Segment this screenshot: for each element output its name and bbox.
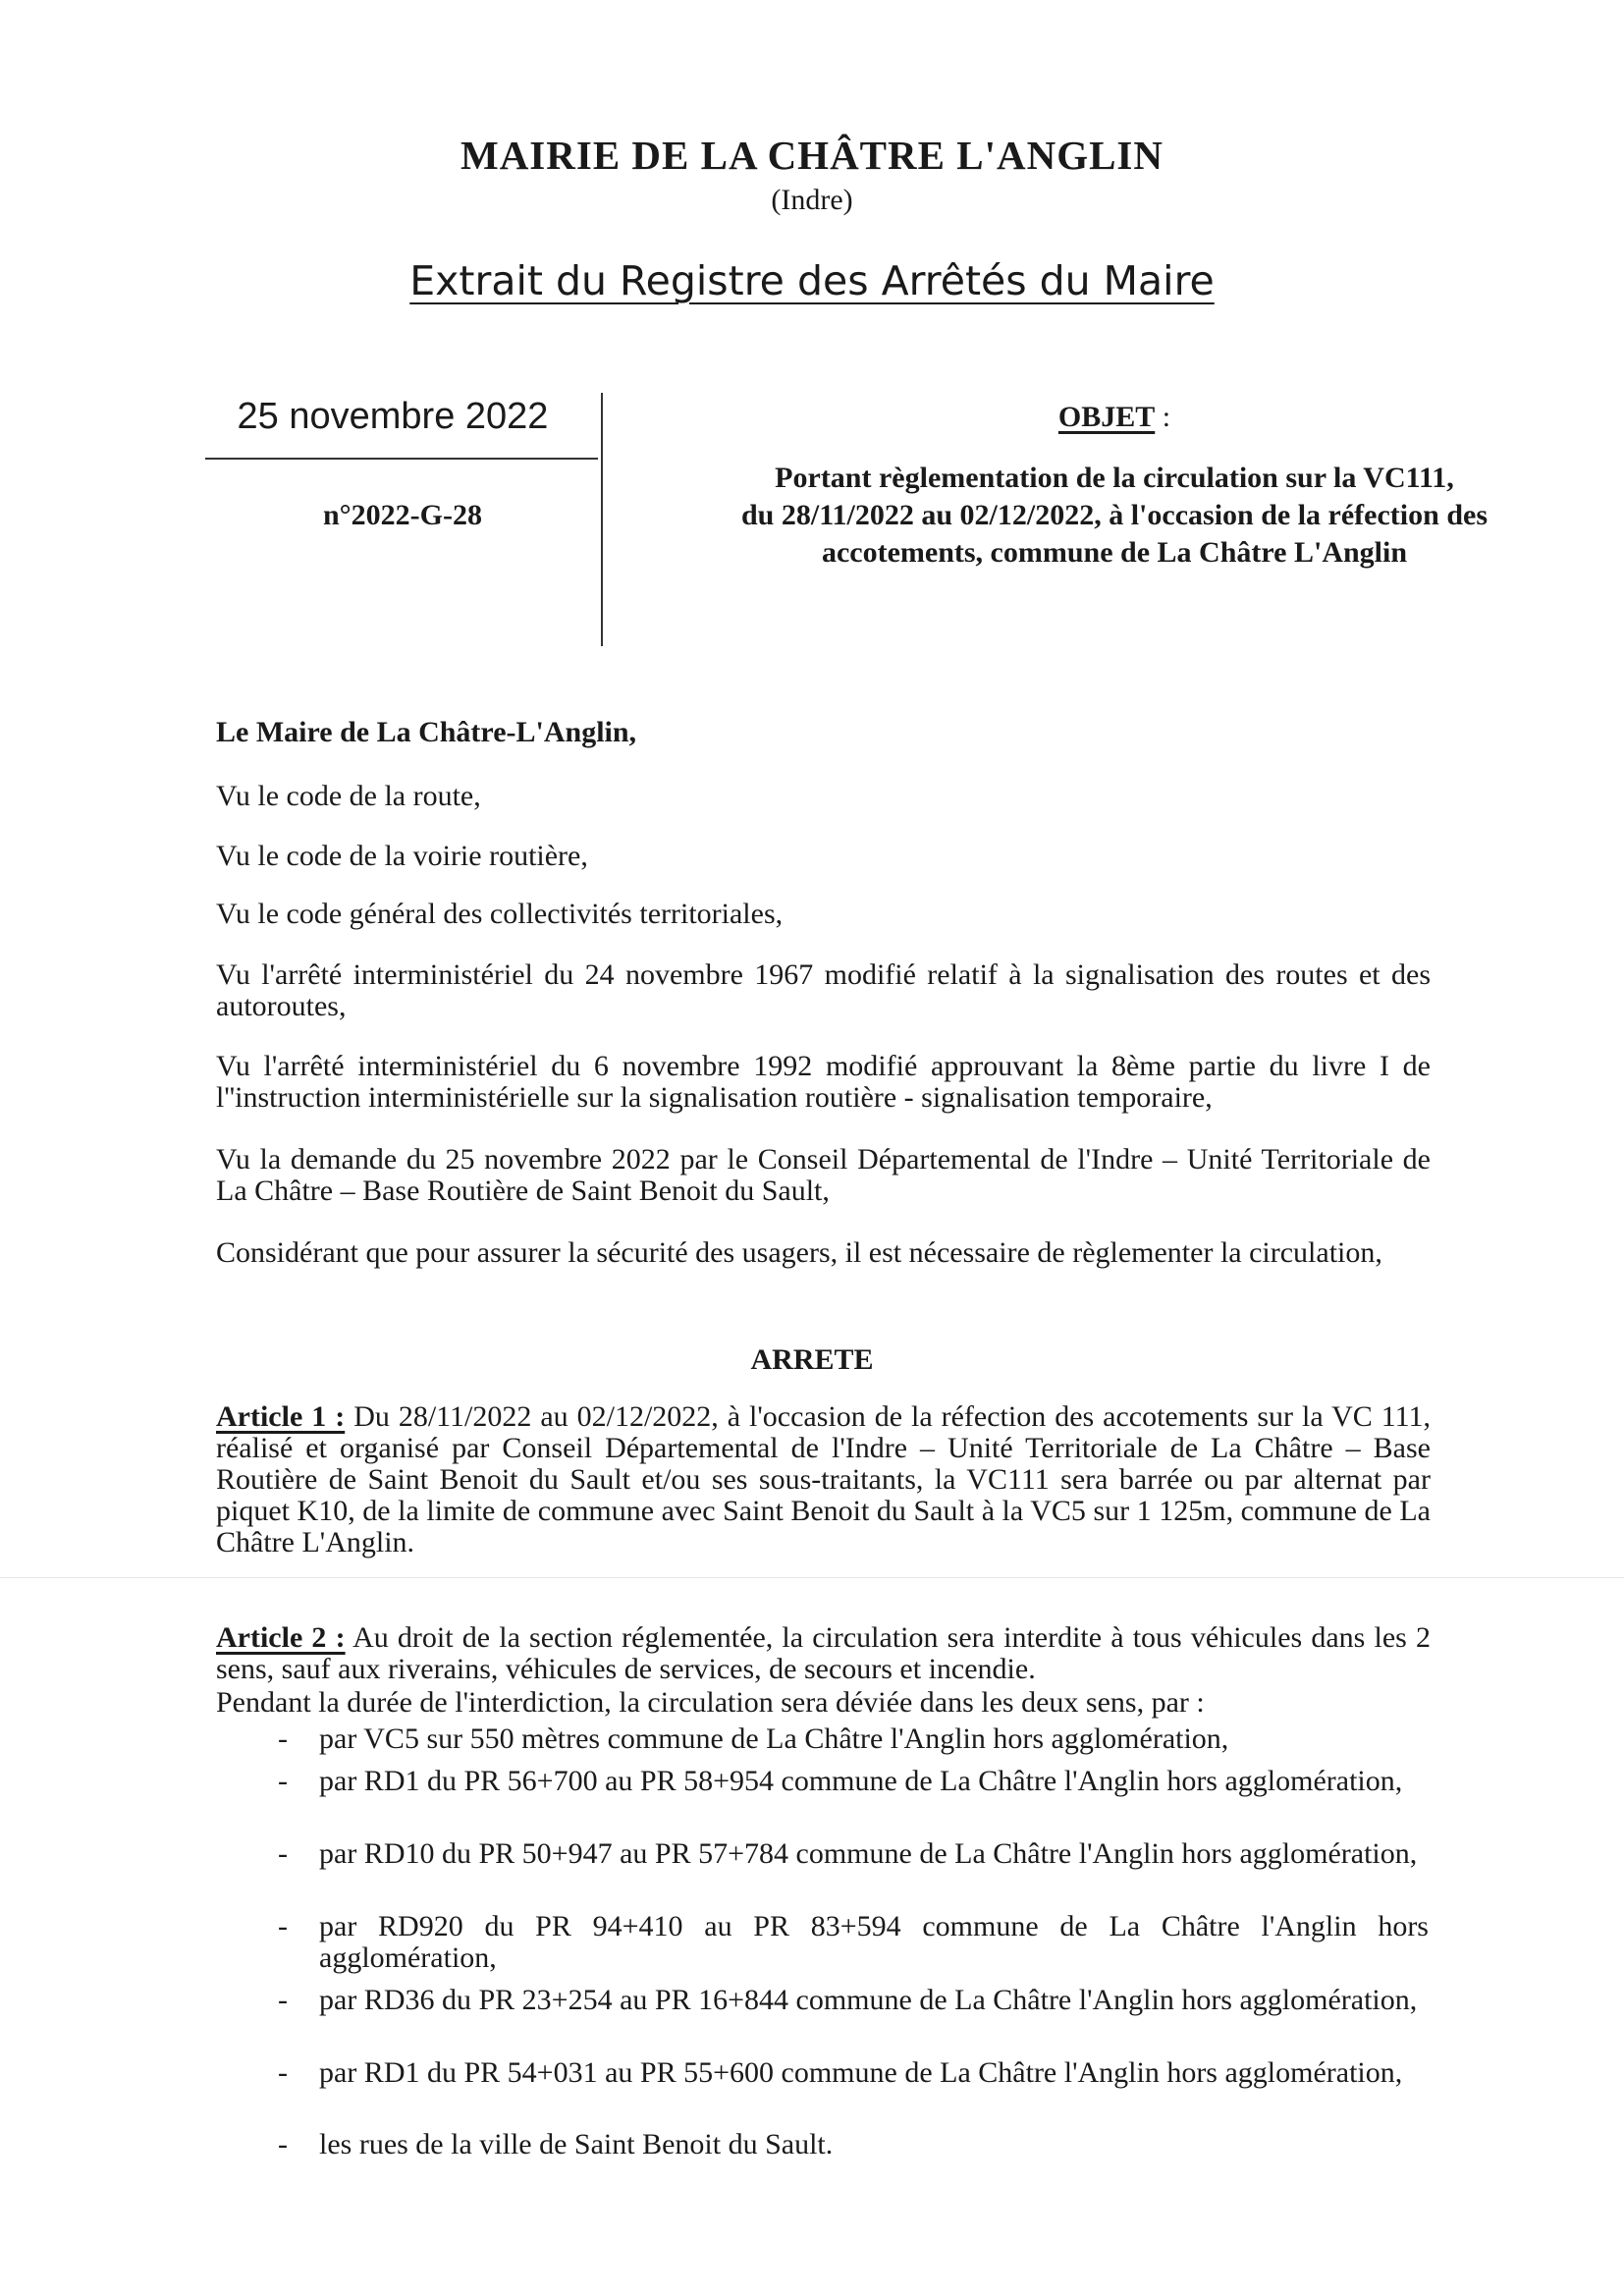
objet-text [648,460,1581,572]
objet-line: accotements, commune de La Châtre L'Anglin [821,536,1408,569]
list-dash: - [278,1765,288,1797]
deviation-item-text: par VC5 sur 550 mètres commune de La Châtre l'Anglin hors agglomération, [319,1722,1229,1755]
vu-paragraph: Vu l'arrêté interministériel du 24 novembre 1967 modifié relatif à la signalisation des routes et des autoroutes, [216,958,1431,1022]
maire-heading: Le Maire de La Châtre-L'Anglin, [216,716,637,748]
objet-colon: : [1155,401,1171,433]
deviation-item [278,1910,1429,1974]
deviation-item-text: par RD1 du PR 54+031 au PR 55+600 commune de La Châtre l'Anglin hors agglomération, [319,2056,1403,2089]
arrete-heading: ARRETE [750,1343,874,1376]
deviation-item-text: par RD10 du PR 50+947 au PR 57+784 commune de La Châtre l'Anglin hors agglomération, [319,1837,1418,1870]
deviation-item-text: par RD920 du PR 94+410 au PR 83+594 commune de La Châtre l'Anglin hors agglomération, [319,1910,1429,1974]
objet-label-text: OBJET [1057,401,1156,433]
mairie-title: MAIRIE DE LA CHÂTRE L'ANGLIN [460,133,1164,178]
date-divider [205,458,598,460]
vu-paragraph: Vu l'arrêté interministériel du 6 novembre 1992 modifié approuvant la 8ème partie du livre I de l''instruction interministérielle sur la signalisation routière - signalisation temporaire, [216,1050,1431,1114]
article-1-label: Article 1 : [216,1400,346,1433]
deviation-item [278,1984,1429,2016]
article-1-text: Du 28/11/2022 au 02/12/2022, à l'occasion de la réfection des accotements sur la VC 111, réalisé et organisé par Conseil Départemental de l'Indre – Unité Territoriale de La Châtre – Base Routière de Saint Benoit du Sault et/ou ses sous-traitants, la VC111 sera barrée ou par alternat par piquet K10, de la limite de commune avec Saint Benoit du Sault à la VC5 sur 1 125m, commune de La Châtre L'Anglin. [216,1400,1432,1558]
deviation-item-text: par RD36 du PR 23+254 au PR 16+844 commune de La Châtre l'Anglin hors agglomération, [319,1984,1418,2016]
list-dash: - [278,2056,288,2089]
objet-line: Portant règlementation de la circulation sur la VC111, [775,462,1454,494]
vu-paragraph: Vu le code de la voirie routière, [216,840,588,872]
deviation-item-text: les rues de la ville de Saint Benoit du Sault. [319,2128,834,2160]
vu-paragraph: Vu le code de la route, [216,780,481,812]
objet-label [687,401,1542,434]
considerant-paragraph: Considérant que pour assurer la sécurité des usagers, il est nécessaire de règlementer la circulation, [216,1236,1382,1269]
article-2-text: Au droit de la section réglementée, la circulation sera interdite à tous véhicules dans les 2 sens, sauf aux riverains, véhicules de services, de secours et incendie. [216,1621,1431,1685]
arrete-number: n°2022-G-28 [323,499,482,531]
deviation-item [278,1837,1429,1870]
scan-fold-line [0,1577,1624,1578]
article-1 [216,1401,1431,1558]
article-2 [216,1622,1431,1685]
deviation-item [278,2128,1429,2160]
deviation-item [278,2056,1429,2089]
list-dash: - [278,1722,288,1755]
list-dash: - [278,1910,288,1942]
registre-title [0,257,1624,304]
deviation-item [278,1765,1429,1797]
vu-paragraph: Vu la demande du 25 novembre 2022 par le Conseil Départemental de l'Indre – Unité Territoriale de La Châtre – Base Routière de Saint Benoit du Sault, [216,1143,1431,1207]
article-2-label: Article 2 : [216,1621,346,1654]
deviation-item-text: par RD1 du PR 56+700 au PR 58+954 commune de La Châtre l'Anglin hors agglomération, [319,1765,1403,1797]
list-dash: - [278,2128,288,2160]
deviation-intro: Pendant la durée de l'interdiction, la circulation sera déviée dans les deux sens, par : [216,1686,1205,1719]
registre-title-text: Extrait du Registre des Arrêtés du Maire [409,257,1215,304]
deviation-item [278,1722,1429,1755]
departement: (Indre) [771,184,853,216]
vu-paragraph: Vu le code général des collectivités territoriales, [216,898,784,930]
arrete-date: 25 novembre 2022 [237,396,549,437]
objet-line: du 28/11/2022 au 02/12/2022, à l'occasion de la réfection des [740,499,1488,531]
list-dash: - [278,1837,288,1870]
list-dash: - [278,1984,288,2016]
